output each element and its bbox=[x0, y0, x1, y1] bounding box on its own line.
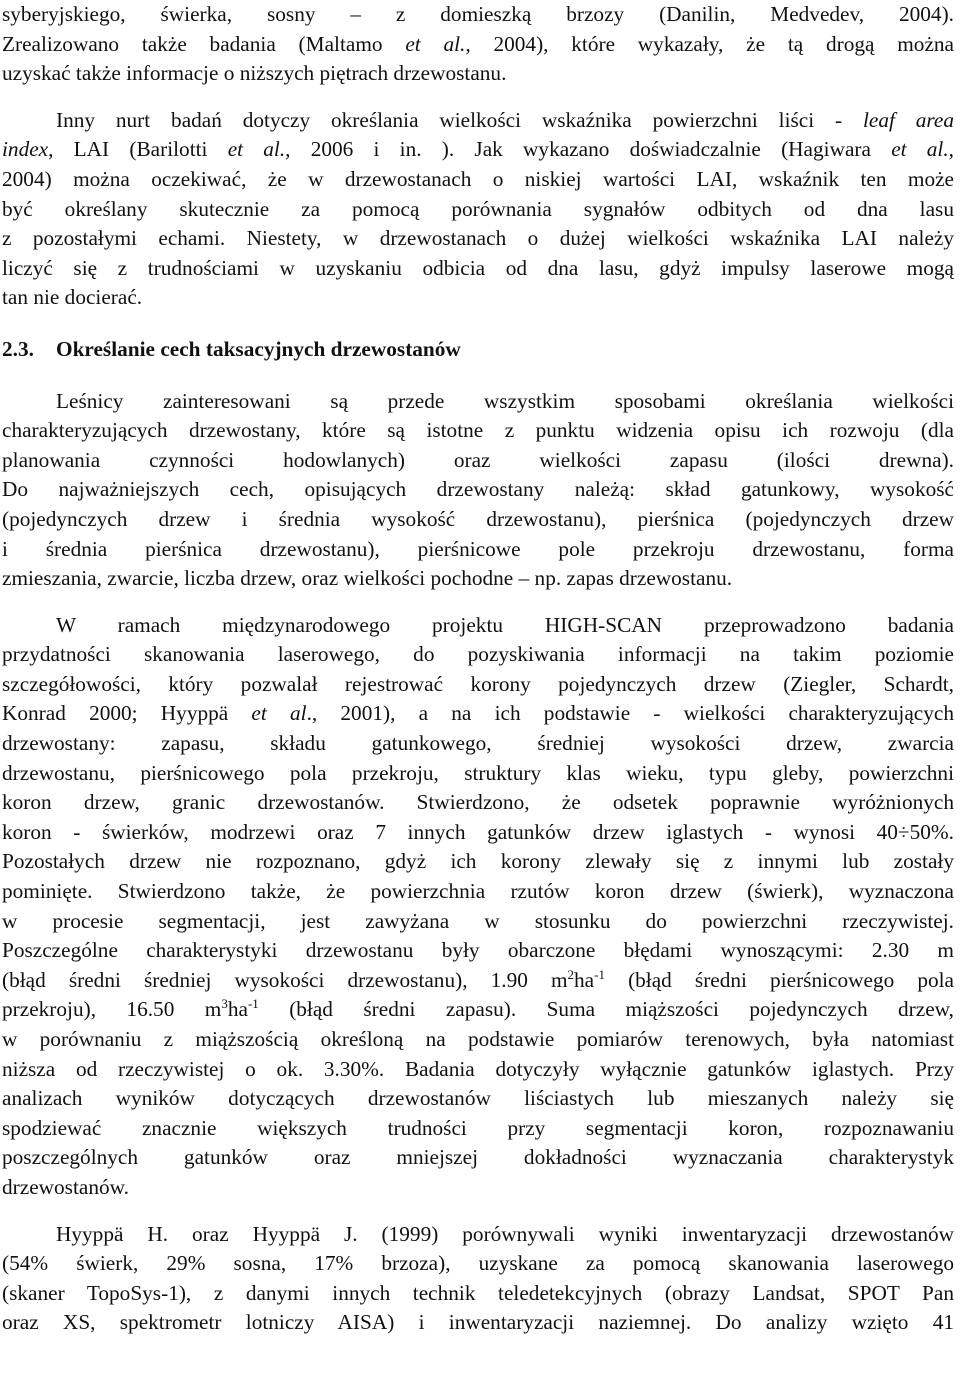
text-line: spodziewać znacznie większych trudności przy segmentacji koron, rozpoznawaniu bbox=[2, 1115, 954, 1140]
text-line: zmieszania, zwarcie, liczba drzew, oraz wielkości pochodne – np. zapas drzewostanu. bbox=[2, 566, 733, 591]
text-line: Do najważniejszych cech, opisujących drzewostany należą: skład gatunkowy, wysokość bbox=[2, 477, 954, 502]
text-line: (skaner TopoSys-1), z danymi innych technik teledetekcyjnych (obrazy Landsat, SPOT Pan bbox=[2, 1280, 954, 1305]
text-line: charakteryzujących drzewostany, które są istotne z punktu widzenia opisu ich rozwoju (dla bbox=[2, 418, 954, 443]
text-line: w procesie segmentacji, jest zawyżana w stosunku do powierzchni rzeczywistej. bbox=[2, 908, 954, 933]
text-line: szczegółowości, który pozwalał rejestrować korony pojedynczych drzew (Ziegler, Schardt, bbox=[2, 671, 954, 696]
text-line: tan nie docierać. bbox=[2, 285, 143, 310]
paragraph-high-scan bbox=[2, 611, 954, 1203]
text-line: (błąd średni średniej wysokości drzewostanu), 1.90 $m^2ha^{-1}$ (błąd średni pierśnicowego pola bbox=[2, 967, 954, 992]
text-line: i średnia pierśnica drzewostanu), pierśnicowe pole przekroju drzewostanu, forma bbox=[2, 536, 954, 561]
text-line: niższa od rzeczywistej o ok. 3.30%. Badania dotyczyły wyłącznie gatunków iglastych. Przy bbox=[2, 1056, 954, 1081]
text-line: planowania czynności hodowlanych) oraz wielkości zapasu (ilości drewna). bbox=[2, 447, 954, 472]
text-line: Zrealizowano także badania (Maltamo et al., 2004), które wykazały, że tą drogą można bbox=[2, 31, 955, 56]
text-line: być określany skutecznie za pomocą porównania sygnałów odbitych od dna lasu bbox=[2, 196, 954, 221]
paragraph-hyyppa bbox=[2, 1220, 954, 1338]
text-line: Inny nurt badań dotyczy określania wielkości wskaźnika powierzchni liści - leaf area bbox=[56, 107, 954, 132]
text-line: 2004) można oczekiwać, że w drzewostanach o niskiej wartości LAI, wskaźnik ten może bbox=[2, 166, 954, 191]
text-line: Hyyppä H. oraz Hyyppä J. (1999) porównywali wyniki inwentaryzacji drzewostanów bbox=[56, 1221, 954, 1246]
text-line: liczyć się z trudnościami w uzyskaniu odbicia od dna lasu, gdyż impulsy laserowe mogą bbox=[2, 255, 954, 280]
text-line: z pozostałymi echami. Niestety, w drzewostanach o dużej wielkości wskaźnika LAI należy bbox=[2, 226, 954, 251]
text-line: Konrad 2000; Hyyppä et al., 2001), a na ich podstawie - wielkości charakteryzujących bbox=[2, 701, 955, 726]
section-title: Określanie cech taksacyjnych drzewostanów bbox=[56, 336, 461, 361]
text-line: koron - świerków, modrzewi oraz 7 innych gatunków drzew iglastych - wynosi 40÷50%. bbox=[2, 819, 954, 844]
section-number: 2.3. bbox=[2, 336, 34, 361]
section-heading bbox=[2, 335, 954, 365]
text-line: drzewostany: zapasu, składu gatunkowego, średniej wysokości drzew, zwarcia bbox=[2, 731, 954, 756]
text-line: oraz XS, spektrometr lotniczy AISA) i inwentaryzacji naziemnej. Do analizy wzięto 41 bbox=[2, 1310, 954, 1335]
text-line: (pojedynczych drzew i średnia wysokość drzewostanu), pierśnica (pojedynczych drzew bbox=[2, 506, 954, 531]
text-line: przekroju), 16.50 $m^3ha^{-1}$ (błąd średni zapasu). Suma miąższości pojedynczych drzew, bbox=[2, 996, 954, 1022]
paragraph-forest-features bbox=[2, 387, 954, 594]
text-line: drzewostanów. bbox=[2, 1174, 129, 1199]
text-line: syberyjskiego, świerka, sosny – z domieszką brzozy (Danilin, Medvedev, 2004). bbox=[2, 2, 954, 26]
text-line: w porównaniu z miąższością określoną na podstawie pomiarów terenowych, była natomiast bbox=[2, 1027, 954, 1051]
text-line: uzyskać także informacje o niższych piętrach drzewostanu. bbox=[2, 61, 507, 86]
text-line: W ramach międzynarodowego projektu HIGH-SCAN przeprowadzono badania bbox=[56, 612, 954, 637]
text-line: pominięte. Stwierdzono także, że powierzchnia rzutów koron drzew (świerk), wyznaczona bbox=[2, 879, 954, 904]
text-line: analizach wyników dotyczących drzewostanów liściastych lub mieszanych należy się bbox=[2, 1086, 954, 1111]
text-line: poszczególnych gatunków oraz mniejszej dokładności wyznaczania charakterystyk bbox=[2, 1145, 954, 1170]
text-line: Pozostałych drzew nie rozpoznano, gdyż ich korony zlewały się z innymi lub zostały bbox=[2, 849, 954, 874]
text-line: Poszczególne charakterystyki drzewostanu były obarczone błędami wynoszącymi: 2.30 m bbox=[2, 938, 954, 963]
text-line: koron drzew, granic drzewostanów. Stwierdzono, że odsetek poprawnie wyróżnionych bbox=[2, 790, 954, 815]
text-line: przydatności skanowania laserowego, do pozyskiwania informacji na takim poziomie bbox=[2, 642, 954, 667]
text-line: (54% świerk, 29% sosna, 17% brzoza), uzyskane za pomocą skanowania laserowego bbox=[2, 1251, 954, 1276]
text-line: Leśnicy zainteresowani są przede wszystkim sposobami określania wielkości bbox=[56, 388, 954, 413]
text-line: drzewostanu, pierśnicowego pola przekroju, struktury klas wieku, typu gleby, powierzchni bbox=[2, 760, 954, 785]
text-line: index, LAI (Barilotti et al., 2006 i in. ). Jak wykazano doświadczalnie (Hagiwara et al., bbox=[2, 137, 954, 162]
paragraph-lai bbox=[2, 106, 954, 313]
paragraph-continuation bbox=[2, 0, 954, 89]
